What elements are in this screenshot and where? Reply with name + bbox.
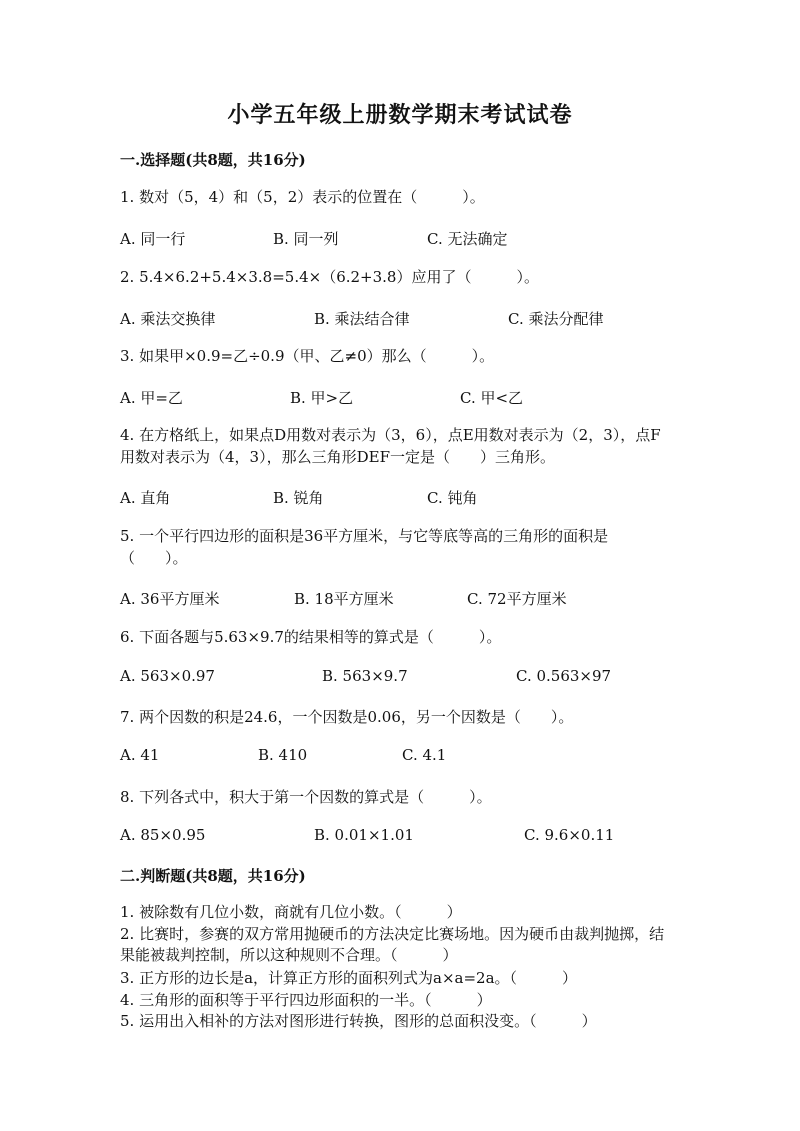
question-4-option-c: C. 钝角 [427, 489, 478, 507]
question-5-stem: 5. 一个平行四边形的面积是36平方厘米，与它等底等高的三角形的面积是（ ）。 [120, 527, 609, 567]
judgment-item-4: 4. 三角形的面积等于平行四边形面积的一半。（ ） [120, 991, 492, 1009]
page-title: 小学五年级上册数学期末考试试卷 [227, 102, 573, 128]
question-5-option-a: A. 36平方厘米 [120, 590, 220, 608]
question-2-option-c: C. 乘法分配律 [508, 310, 604, 328]
judgment-item-2: 2. 比赛时，参赛的双方常用抛硬币的方法决定比赛场地。因为硬币由裁判抛掷，结果能被裁判控制，所以这种规则不合理。（ ） [120, 925, 665, 964]
question-3-option-c: C. 甲<乙 [460, 389, 524, 407]
question-1-option-b: B. 同一列 [273, 230, 339, 248]
question-8-option-c: C. 9.6×0.11 [524, 826, 615, 844]
question-6-option-c: C. 0.563×97 [516, 667, 612, 685]
question-3-stem: 3. 如果甲×0.9=乙÷0.9（甲、乙≠0）那么（ ）。 [120, 347, 495, 365]
question-1-stem: 1. 数对（5，4）和（5，2）表示的位置在（ ）。 [120, 188, 485, 206]
judgment-item-3: 3. 正方形的边长是a，计算正方形的面积列式为a×a=2a。（ ） [120, 969, 578, 987]
section-heading-choice: 一.选择题(共8题，共16分) [120, 151, 306, 169]
question-8-option-a: A. 85×0.95 [120, 826, 206, 844]
judgment-item-1: 1. 被除数有几位小数，商就有几位小数。（ ） [120, 903, 462, 921]
question-2-option-a: A. 乘法交换律 [120, 310, 216, 328]
section-heading-judgment: 二.判断题(共8题，共16分) [120, 867, 306, 885]
question-4-option-a: A. 直角 [120, 489, 171, 507]
question-1-option-a: A. 同一行 [120, 230, 186, 248]
question-4-option-b: B. 锐角 [273, 489, 324, 507]
question-1-option-c: C. 无法确定 [427, 230, 508, 248]
question-8-stem: 8. 下列各式中，积大于第一个因数的算式是（ ）。 [120, 788, 492, 806]
question-7-stem: 7. 两个因数的积是24.6，一个因数是0.06，另一个因数是（ ）。 [120, 708, 574, 726]
question-6-stem: 6. 下面各题与5.63×9.7的结果相等的算式是（ ）。 [120, 628, 502, 646]
judgment-item-5: 5. 运用出入相补的方法对图形进行转换，图形的总面积没变。（ ） [120, 1012, 597, 1030]
question-4-stem: 4. 在方格纸上，如果点D用数对表示为（3，6），点E用数对表示为（2，3），点F用数对表示为（4，3），那么三角形DEF一定是（ ）三角形。 [120, 426, 661, 466]
question-8-option-b: B. 0.01×1.01 [314, 826, 414, 844]
question-3-option-a: A. 甲=乙 [120, 389, 183, 407]
question-6-option-b: B. 563×9.7 [322, 667, 408, 685]
question-3-option-b: B. 甲>乙 [290, 389, 354, 407]
question-2-stem: 2. 5.4×6.2+5.4×3.8=5.4×（6.2+3.8）应用了（ ）。 [120, 268, 539, 286]
question-7-option-a: A. 41 [120, 746, 160, 764]
question-2-option-b: B. 乘法结合律 [314, 310, 410, 328]
question-7-option-c: C. 4.1 [402, 746, 447, 764]
question-5-option-c: C. 72平方厘米 [467, 590, 567, 608]
question-7-option-b: B. 410 [258, 746, 308, 764]
question-6-option-a: A. 563×0.97 [120, 667, 215, 685]
question-5-option-b: B. 18平方厘米 [294, 590, 394, 608]
